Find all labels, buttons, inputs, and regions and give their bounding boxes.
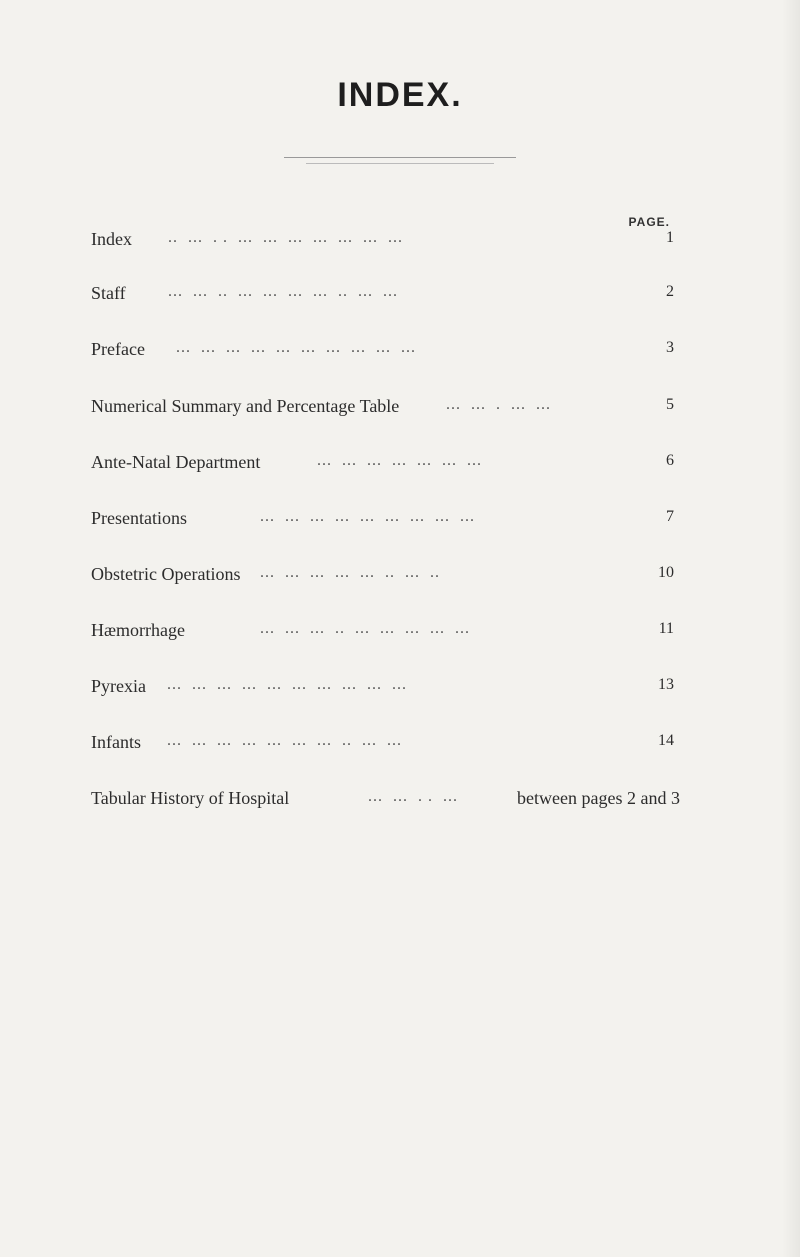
index-entry-presentations <box>0 508 800 538</box>
leader-dots: ... ... ... ... ... ... ... ... ... ... <box>176 339 416 356</box>
entry-page-number: 13 <box>658 676 674 693</box>
entry-label: Staff <box>91 283 126 303</box>
leader-dots: .. ... . . ... ... ... ... ... ... ... <box>168 229 403 246</box>
index-entry-index <box>0 229 800 259</box>
entry-label: Ante-Natal Department <box>91 452 261 472</box>
entry-label: Hæmorrhage <box>91 620 185 640</box>
entry-page-number: 6 <box>666 452 674 469</box>
index-entry-staff <box>0 283 800 313</box>
entry-label: Tabular History of Hospital <box>91 788 290 808</box>
page-column-header: PAGE. <box>628 215 670 229</box>
entry-label: Pyrexia <box>91 676 146 696</box>
leader-dots: ... ... ... ... ... ... ... <box>317 452 482 469</box>
page-title: INDEX. <box>337 76 463 114</box>
index-entry-infants <box>0 732 800 762</box>
title-rule-secondary <box>306 163 494 164</box>
entry-page-number: 14 <box>658 732 674 749</box>
entry-page-number: 7 <box>666 508 674 525</box>
leader-dots: ... ... ... .. ... ... ... ... ... <box>260 620 470 637</box>
leader-dots: ... ... .. ... ... ... ... .. ... ... <box>168 283 398 300</box>
entry-page-number: 11 <box>658 620 674 637</box>
entry-page-number: 1 <box>666 229 674 246</box>
index-entry-pyrexia <box>0 676 800 706</box>
index-entry-numerical-summary <box>0 396 800 426</box>
entry-page-range: between pages 2 and 3 <box>517 788 680 808</box>
index-entry-haemorrhage <box>0 620 800 650</box>
entry-label: Presentations <box>91 508 187 528</box>
title-rule <box>284 157 516 158</box>
index-entry-tabular-history <box>0 788 800 818</box>
leader-dots: ... ... . ... ... <box>446 396 551 413</box>
entry-label: Obstetric Operations <box>91 564 241 584</box>
index-entry-ante-natal <box>0 452 800 482</box>
leader-dots: ... ... . . ... <box>368 788 458 805</box>
entry-label: Infants <box>91 732 141 752</box>
entry-label: Preface <box>91 339 145 359</box>
entry-page-number: 5 <box>666 396 674 413</box>
leader-dots: ... ... ... ... ... ... ... ... ... ... <box>167 676 407 693</box>
index-entry-obstetric-operations <box>0 564 800 594</box>
entry-page-number: 3 <box>666 339 674 356</box>
leader-dots: ... ... ... ... ... ... ... .. ... ... <box>167 732 402 749</box>
leader-dots: ... ... ... ... ... .. ... .. <box>260 564 440 581</box>
entry-label: Numerical Summary and Percentage Table <box>91 396 400 416</box>
entry-label: Index <box>91 229 132 249</box>
index-entry-preface <box>0 339 800 369</box>
entry-page-number: 10 <box>658 564 674 581</box>
leader-dots: ... ... ... ... ... ... ... ... ... <box>260 508 475 525</box>
entry-page-number: 2 <box>666 283 674 300</box>
